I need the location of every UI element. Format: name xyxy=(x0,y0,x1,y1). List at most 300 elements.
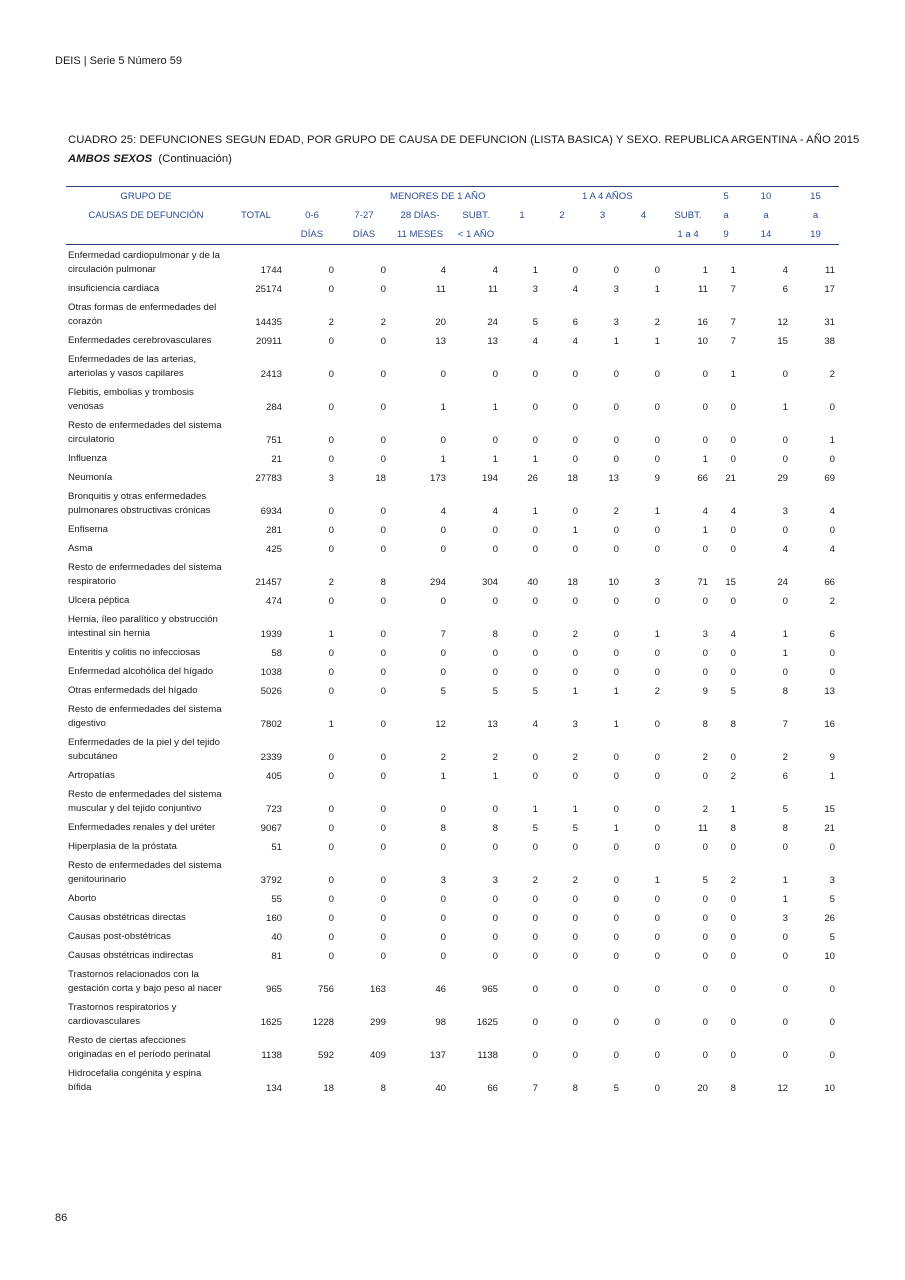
0-6-dias-cell: 0 xyxy=(328,284,334,295)
header-subt-1-a-4-r3: 1 a 4 xyxy=(664,225,712,245)
edad-2-cell: 8 xyxy=(572,1083,578,1094)
subt-1-a-4-cell: 0 xyxy=(702,435,708,446)
header-cause-r3 xyxy=(66,225,226,245)
cause-cell: Enteritis y colitis no infecciosas xyxy=(68,647,201,658)
7-27-dias-cell: 0 xyxy=(380,454,386,465)
edad-4-cell: 0 xyxy=(654,1083,660,1094)
0-6-dias-cell: 18 xyxy=(323,1083,334,1094)
header-edad-3-r1: 1 A 4 AÑOS xyxy=(582,187,623,207)
cause-cell: Enfermedades de las arterias, arteriolas y vasos capilares xyxy=(68,354,196,379)
edad-3-cell: 0 xyxy=(613,842,619,853)
5-a-9-cell: 4 xyxy=(730,629,736,640)
edad-4-cell: 0 xyxy=(654,544,660,555)
15-a-19-cell: 66 xyxy=(824,577,835,588)
table-row xyxy=(66,855,839,888)
15-a-19-cell: 21 xyxy=(824,823,835,834)
15-a-19-cell: 4 xyxy=(829,544,835,555)
28-dias-11-meses-cell: 1 xyxy=(440,771,446,782)
header-7-27-dias-r2: 7-27 xyxy=(354,210,374,221)
subt-1-a-4-cell: 0 xyxy=(702,402,708,413)
total-cell: 3792 xyxy=(260,875,282,886)
edad-2-cell: 1 xyxy=(572,804,578,815)
5-a-9-cell: 0 xyxy=(730,913,736,924)
10-a-14-cell: 8 xyxy=(782,823,788,834)
7-27-dias-cell: 8 xyxy=(380,577,386,588)
subt-menor-1-cell: 4 xyxy=(492,265,498,276)
edad-4-cell: 0 xyxy=(654,951,660,962)
edad-3-cell: 0 xyxy=(613,596,619,607)
edad-3-cell: 1 xyxy=(613,823,619,834)
0-6-dias-cell: 1 xyxy=(328,719,334,730)
header-15-a-19-r1: 15 xyxy=(792,187,839,207)
edad-1-cell: 5 xyxy=(532,686,538,697)
5-a-9-cell: 8 xyxy=(730,719,736,730)
5-a-9-cell: 0 xyxy=(730,435,736,446)
10-a-14-cell: 0 xyxy=(782,984,788,995)
0-6-dias-cell: 0 xyxy=(328,525,334,536)
edad-2-cell: 0 xyxy=(572,913,578,924)
edad-4-cell: 1 xyxy=(654,629,660,640)
10-a-14-cell: 29 xyxy=(777,473,788,484)
edad-2-cell: 18 xyxy=(567,473,578,484)
cause-cell: Enfermedades renales y del uréter xyxy=(68,822,216,833)
header-total-r2: TOTAL xyxy=(240,210,272,221)
table-row xyxy=(66,907,839,926)
edad-3-cell: 1 xyxy=(613,336,619,347)
table-row xyxy=(66,519,839,538)
7-27-dias-cell: 0 xyxy=(380,544,386,555)
5-a-9-cell: 0 xyxy=(730,984,736,995)
edad-4-cell: 0 xyxy=(654,667,660,678)
28-dias-11-meses-cell: 12 xyxy=(435,719,446,730)
cause-cell: Influenza xyxy=(68,453,107,464)
cause-cell: Causas post-obstétricas xyxy=(68,931,171,942)
10-a-14-cell: 12 xyxy=(777,317,788,328)
10-a-14-cell: 3 xyxy=(782,913,788,924)
subt-menor-1-cell: 0 xyxy=(492,894,498,905)
subt-1-a-4-cell: 0 xyxy=(702,894,708,905)
7-27-dias-cell: 0 xyxy=(380,804,386,815)
0-6-dias-cell: 756 xyxy=(317,984,334,995)
total-cell: 2339 xyxy=(260,752,282,763)
5-a-9-cell: 5 xyxy=(730,686,736,697)
subt-menor-1-cell: 5 xyxy=(492,686,498,697)
table-row xyxy=(66,784,839,817)
header-edad-1-r2: 1 xyxy=(519,210,525,221)
subt-1-a-4-cell: 5 xyxy=(702,875,708,886)
0-6-dias-cell: 0 xyxy=(328,875,334,886)
edad-3-cell: 0 xyxy=(613,667,619,678)
0-6-dias-cell: 0 xyxy=(328,771,334,782)
mortality-table-container xyxy=(66,186,839,1096)
28-dias-11-meses-cell: 0 xyxy=(440,369,446,380)
header-subt-menor-1-r2: SUBT. xyxy=(462,210,490,221)
subt-1-a-4-cell: 0 xyxy=(702,1017,708,1028)
15-a-19-cell: 0 xyxy=(829,842,835,853)
table-row xyxy=(66,836,839,855)
total-cell: 160 xyxy=(265,913,282,924)
edad-4-cell: 0 xyxy=(654,984,660,995)
edad-4-cell: 9 xyxy=(654,473,660,484)
28-dias-11-meses-cell: 0 xyxy=(440,648,446,659)
edad-3-cell: 1 xyxy=(613,719,619,730)
15-a-19-cell: 69 xyxy=(824,473,835,484)
0-6-dias-cell: 0 xyxy=(328,506,334,517)
15-a-19-cell: 10 xyxy=(824,951,835,962)
10-a-14-cell: 12 xyxy=(777,1083,788,1094)
edad-1-cell: 7 xyxy=(532,1083,538,1094)
28-dias-11-meses-cell: 0 xyxy=(440,544,446,555)
table-row xyxy=(66,486,839,519)
15-a-19-cell: 6 xyxy=(829,629,835,640)
15-a-19-cell: 11 xyxy=(825,265,835,276)
subt-1-a-4-cell: 4 xyxy=(702,506,708,517)
edad-4-cell: 0 xyxy=(654,596,660,607)
cause-cell: Enfermedades de la piel y del tejido subcutáneo xyxy=(68,737,220,762)
subt-menor-1-cell: 0 xyxy=(492,596,498,607)
28-dias-11-meses-cell: 13 xyxy=(435,336,446,347)
15-a-19-cell: 1 xyxy=(829,771,835,782)
total-cell: 51 xyxy=(271,842,282,853)
header-edad-2-r3 xyxy=(542,225,582,245)
edad-1-cell: 0 xyxy=(532,932,538,943)
subt-menor-1-cell: 8 xyxy=(492,629,498,640)
edad-2-cell: 2 xyxy=(572,875,578,886)
table-row xyxy=(66,415,839,448)
edad-3-cell: 1 xyxy=(613,686,619,697)
header-subt-1-a-4-r2: SUBT. xyxy=(674,210,702,221)
0-6-dias-cell: 0 xyxy=(328,402,334,413)
table-row xyxy=(66,467,839,486)
subtitle-sex: AMBOS SEXOS xyxy=(68,153,153,165)
subt-menor-1-cell: 965 xyxy=(481,984,498,995)
table-row xyxy=(66,609,839,642)
cause-cell: Flebitis, embolias y trombosis venosas xyxy=(68,387,194,412)
subt-menor-1-cell: 194 xyxy=(481,473,498,484)
28-dias-11-meses-cell: 11 xyxy=(436,284,446,295)
edad-3-cell: 0 xyxy=(613,435,619,446)
edad-3-cell: 0 xyxy=(613,752,619,763)
edad-2-cell: 2 xyxy=(572,629,578,640)
5-a-9-cell: 8 xyxy=(730,823,736,834)
subt-menor-1-cell: 0 xyxy=(492,804,498,815)
0-6-dias-cell: 0 xyxy=(328,913,334,924)
edad-4-cell: 0 xyxy=(654,1017,660,1028)
cause-cell: Aborto xyxy=(68,893,97,904)
table-row xyxy=(66,817,839,836)
10-a-14-cell: 0 xyxy=(782,667,788,678)
total-cell: 1138 xyxy=(261,1050,282,1061)
5-a-9-cell: 0 xyxy=(730,951,736,962)
edad-1-cell: 0 xyxy=(532,369,538,380)
edad-4-cell: 0 xyxy=(654,719,660,730)
edad-2-cell: 0 xyxy=(572,369,578,380)
subt-1-a-4-cell: 71 xyxy=(697,577,708,588)
page-header: DEIS | Serie 5 Número 59 xyxy=(55,55,182,67)
table-row xyxy=(66,732,839,765)
cause-cell: Resto de enfermedades del sistema respiratorio xyxy=(68,562,222,587)
5-a-9-cell: 1 xyxy=(730,369,736,380)
subt-1-a-4-cell: 20 xyxy=(697,1083,708,1094)
0-6-dias-cell: 0 xyxy=(328,752,334,763)
edad-1-cell: 0 xyxy=(532,1017,538,1028)
0-6-dias-cell: 0 xyxy=(328,804,334,815)
cause-cell: Resto de enfermedades del sistema circulatorio xyxy=(68,420,222,445)
5-a-9-cell: 0 xyxy=(730,525,736,536)
total-cell: 55 xyxy=(271,894,282,905)
28-dias-11-meses-cell: 46 xyxy=(435,984,446,995)
cause-cell: Trastornos relacionados con la gestación corta y bajo peso al nacer xyxy=(68,969,222,994)
7-27-dias-cell: 0 xyxy=(380,648,386,659)
subt-1-a-4-cell: 3 xyxy=(702,629,708,640)
cause-cell: Otras formas de enfermedades del corazón xyxy=(68,302,217,327)
5-a-9-cell: 0 xyxy=(730,596,736,607)
edad-2-cell: 0 xyxy=(572,648,578,659)
15-a-19-cell: 0 xyxy=(829,525,835,536)
5-a-9-cell: 0 xyxy=(730,894,736,905)
7-27-dias-cell: 8 xyxy=(380,1083,386,1094)
5-a-9-cell: 7 xyxy=(730,317,736,328)
cause-cell: Ulcera péptica xyxy=(68,595,130,606)
edad-1-cell: 40 xyxy=(527,577,538,588)
28-dias-11-meses-cell: 0 xyxy=(440,667,446,678)
0-6-dias-cell: 3 xyxy=(328,473,334,484)
7-27-dias-cell: 163 xyxy=(369,984,386,995)
7-27-dias-cell: 2 xyxy=(380,317,386,328)
5-a-9-cell: 4 xyxy=(730,506,736,517)
10-a-14-cell: 8 xyxy=(782,686,788,697)
table-row xyxy=(66,1030,839,1063)
edad-2-cell: 0 xyxy=(572,932,578,943)
table-row xyxy=(66,245,839,279)
subt-menor-1-cell: 66 xyxy=(487,1083,498,1094)
subt-1-a-4-cell: 66 xyxy=(697,473,708,484)
15-a-19-cell: 3 xyxy=(829,875,835,886)
header-edad-1-r1 xyxy=(502,187,542,207)
10-a-14-cell: 0 xyxy=(782,435,788,446)
7-27-dias-cell: 0 xyxy=(380,842,386,853)
0-6-dias-cell: 2 xyxy=(328,577,334,588)
cause-cell: insuficiencia cardiaca xyxy=(68,283,160,294)
subt-menor-1-cell: 11 xyxy=(488,284,498,295)
edad-1-cell: 26 xyxy=(527,473,538,484)
subt-1-a-4-cell: 0 xyxy=(702,1050,708,1061)
edad-1-cell: 5 xyxy=(532,317,538,328)
header-0-6-dias-r2: 0-6 xyxy=(305,210,319,221)
0-6-dias-cell: 2 xyxy=(328,317,334,328)
subt-1-a-4-cell: 0 xyxy=(702,951,708,962)
edad-2-cell: 0 xyxy=(572,984,578,995)
edad-2-cell: 0 xyxy=(572,842,578,853)
7-27-dias-cell: 18 xyxy=(375,473,386,484)
header-edad-2-r2: 2 xyxy=(559,210,565,221)
7-27-dias-cell: 409 xyxy=(369,1050,386,1061)
5-a-9-cell: 0 xyxy=(730,752,736,763)
7-27-dias-cell: 0 xyxy=(380,951,386,962)
edad-4-cell: 0 xyxy=(654,402,660,413)
10-a-14-cell: 4 xyxy=(782,265,788,276)
0-6-dias-cell: 0 xyxy=(328,648,334,659)
header-subt-1-a-4-r1 xyxy=(664,187,712,207)
7-27-dias-cell: 0 xyxy=(380,265,386,276)
header-7-27-dias-r1 xyxy=(338,187,390,207)
15-a-19-cell: 31 xyxy=(824,317,835,328)
edad-3-cell: 0 xyxy=(613,1017,619,1028)
cause-cell: Resto de enfermedades del sistema digestivo xyxy=(68,704,222,729)
edad-3-cell: 0 xyxy=(613,525,619,536)
edad-2-cell: 0 xyxy=(572,402,578,413)
10-a-14-cell: 1 xyxy=(782,402,788,413)
subt-1-a-4-cell: 1 xyxy=(702,454,708,465)
edad-3-cell: 3 xyxy=(613,284,619,295)
subt-menor-1-cell: 0 xyxy=(492,435,498,446)
10-a-14-cell: 0 xyxy=(782,842,788,853)
table-row xyxy=(66,680,839,699)
28-dias-11-meses-cell: 0 xyxy=(440,894,446,905)
5-a-9-cell: 2 xyxy=(730,771,736,782)
15-a-19-cell: 1 xyxy=(829,435,835,446)
10-a-14-cell: 6 xyxy=(782,284,788,295)
7-27-dias-cell: 0 xyxy=(380,894,386,905)
28-dias-11-meses-cell: 1 xyxy=(440,454,446,465)
subt-menor-1-cell: 13 xyxy=(487,336,498,347)
total-cell: 25174 xyxy=(255,284,282,295)
edad-3-cell: 0 xyxy=(613,894,619,905)
header-edad-4-r3 xyxy=(623,225,664,245)
edad-1-cell: 0 xyxy=(532,544,538,555)
subt-menor-1-cell: 3 xyxy=(492,875,498,886)
edad-3-cell: 0 xyxy=(613,369,619,380)
edad-4-cell: 0 xyxy=(654,932,660,943)
10-a-14-cell: 5 xyxy=(782,804,788,815)
0-6-dias-cell: 0 xyxy=(328,667,334,678)
header-0-6-dias-r3: DÍAS xyxy=(286,225,338,245)
table-row xyxy=(66,661,839,680)
edad-4-cell: 0 xyxy=(654,648,660,659)
header-28-dias-11-meses-r1: MENORES DE 1 AÑO xyxy=(390,187,450,207)
5-a-9-cell: 0 xyxy=(730,842,736,853)
total-cell: 284 xyxy=(265,402,282,413)
0-6-dias-cell: 0 xyxy=(328,842,334,853)
total-cell: 5026 xyxy=(260,686,282,697)
28-dias-11-meses-cell: 0 xyxy=(440,842,446,853)
7-27-dias-cell: 0 xyxy=(380,913,386,924)
28-dias-11-meses-cell: 5 xyxy=(440,686,446,697)
total-cell: 1625 xyxy=(260,1017,282,1028)
edad-3-cell: 0 xyxy=(613,454,619,465)
5-a-9-cell: 0 xyxy=(730,932,736,943)
subt-1-a-4-cell: 2 xyxy=(702,752,708,763)
subt-menor-1-cell: 2 xyxy=(492,752,498,763)
table-row xyxy=(66,349,839,382)
0-6-dias-cell: 0 xyxy=(328,544,334,555)
7-27-dias-cell: 0 xyxy=(380,506,386,517)
table-row xyxy=(66,538,839,557)
subt-menor-1-cell: 1625 xyxy=(476,1017,498,1028)
28-dias-11-meses-cell: 8 xyxy=(440,823,446,834)
10-a-14-cell: 1 xyxy=(782,875,788,886)
edad-2-cell: 1 xyxy=(572,525,578,536)
15-a-19-cell: 5 xyxy=(829,932,835,943)
subt-menor-1-cell: 0 xyxy=(492,648,498,659)
cause-cell: Otras enfermedads del hígado xyxy=(68,685,198,696)
page-number: 86 xyxy=(55,1212,68,1224)
7-27-dias-cell: 0 xyxy=(380,369,386,380)
5-a-9-cell: 15 xyxy=(725,577,736,588)
total-cell: 965 xyxy=(265,984,282,995)
edad-3-cell: 0 xyxy=(613,402,619,413)
15-a-19-cell: 15 xyxy=(824,804,835,815)
subt-1-a-4-cell: 0 xyxy=(702,771,708,782)
subt-menor-1-cell: 4 xyxy=(492,506,498,517)
0-6-dias-cell: 0 xyxy=(328,932,334,943)
10-a-14-cell: 2 xyxy=(782,752,788,763)
table-row xyxy=(66,1063,839,1096)
header-row-3 xyxy=(66,225,839,245)
edad-4-cell: 3 xyxy=(654,577,660,588)
28-dias-11-meses-cell: 0 xyxy=(440,596,446,607)
total-cell: 1744 xyxy=(260,265,282,276)
10-a-14-cell: 0 xyxy=(782,951,788,962)
0-6-dias-cell: 0 xyxy=(328,823,334,834)
header-7-27-dias-r3: DÍAS xyxy=(338,225,390,245)
10-a-14-cell: 0 xyxy=(782,369,788,380)
15-a-19-cell: 0 xyxy=(829,648,835,659)
15-a-19-cell: 0 xyxy=(829,984,835,995)
edad-3-cell: 10 xyxy=(608,577,619,588)
cause-cell: Neumonía xyxy=(68,472,113,483)
cause-cell: Resto de ciertas afecciones originadas en el período perinatal xyxy=(68,1035,211,1060)
15-a-19-cell: 38 xyxy=(824,336,835,347)
header-edad-4-r2: 4 xyxy=(640,210,647,221)
5-a-9-cell: 2 xyxy=(730,875,736,886)
edad-2-cell: 1 xyxy=(572,686,578,697)
edad-2-cell: 0 xyxy=(572,435,578,446)
total-cell: 21 xyxy=(271,454,282,465)
header-5-a-9-r3: 9 xyxy=(712,225,740,245)
header-15-a-19-r2: a xyxy=(812,210,819,221)
28-dias-11-meses-cell: 0 xyxy=(440,435,446,446)
subt-1-a-4-cell: 0 xyxy=(702,648,708,659)
5-a-9-cell: 21 xyxy=(725,473,736,484)
7-27-dias-cell: 0 xyxy=(380,435,386,446)
subt-menor-1-cell: 0 xyxy=(492,913,498,924)
edad-3-cell: 0 xyxy=(613,875,619,886)
subt-menor-1-cell: 0 xyxy=(492,369,498,380)
edad-3-cell: 0 xyxy=(613,629,619,640)
28-dias-11-meses-cell: 294 xyxy=(429,577,446,588)
subt-1-a-4-cell: 0 xyxy=(702,842,708,853)
subt-1-a-4-cell: 10 xyxy=(697,336,708,347)
cause-cell: Bronquitis y otras enfermedades pulmonares obstructivas crónicas xyxy=(68,491,211,516)
edad-1-cell: 5 xyxy=(532,823,538,834)
5-a-9-cell: 0 xyxy=(730,648,736,659)
edad-4-cell: 0 xyxy=(654,894,660,905)
edad-1-cell: 1 xyxy=(532,804,538,815)
15-a-19-cell: 0 xyxy=(829,454,835,465)
15-a-19-cell: 0 xyxy=(829,1017,835,1028)
10-a-14-cell: 0 xyxy=(782,454,788,465)
15-a-19-cell: 4 xyxy=(829,506,835,517)
edad-1-cell: 0 xyxy=(532,596,538,607)
7-27-dias-cell: 0 xyxy=(380,686,386,697)
28-dias-11-meses-cell: 137 xyxy=(429,1050,446,1061)
subt-menor-1-cell: 0 xyxy=(492,951,498,962)
edad-1-cell: 0 xyxy=(532,629,538,640)
edad-4-cell: 1 xyxy=(654,284,660,295)
5-a-9-cell: 7 xyxy=(730,284,736,295)
28-dias-11-meses-cell: 3 xyxy=(440,875,446,886)
